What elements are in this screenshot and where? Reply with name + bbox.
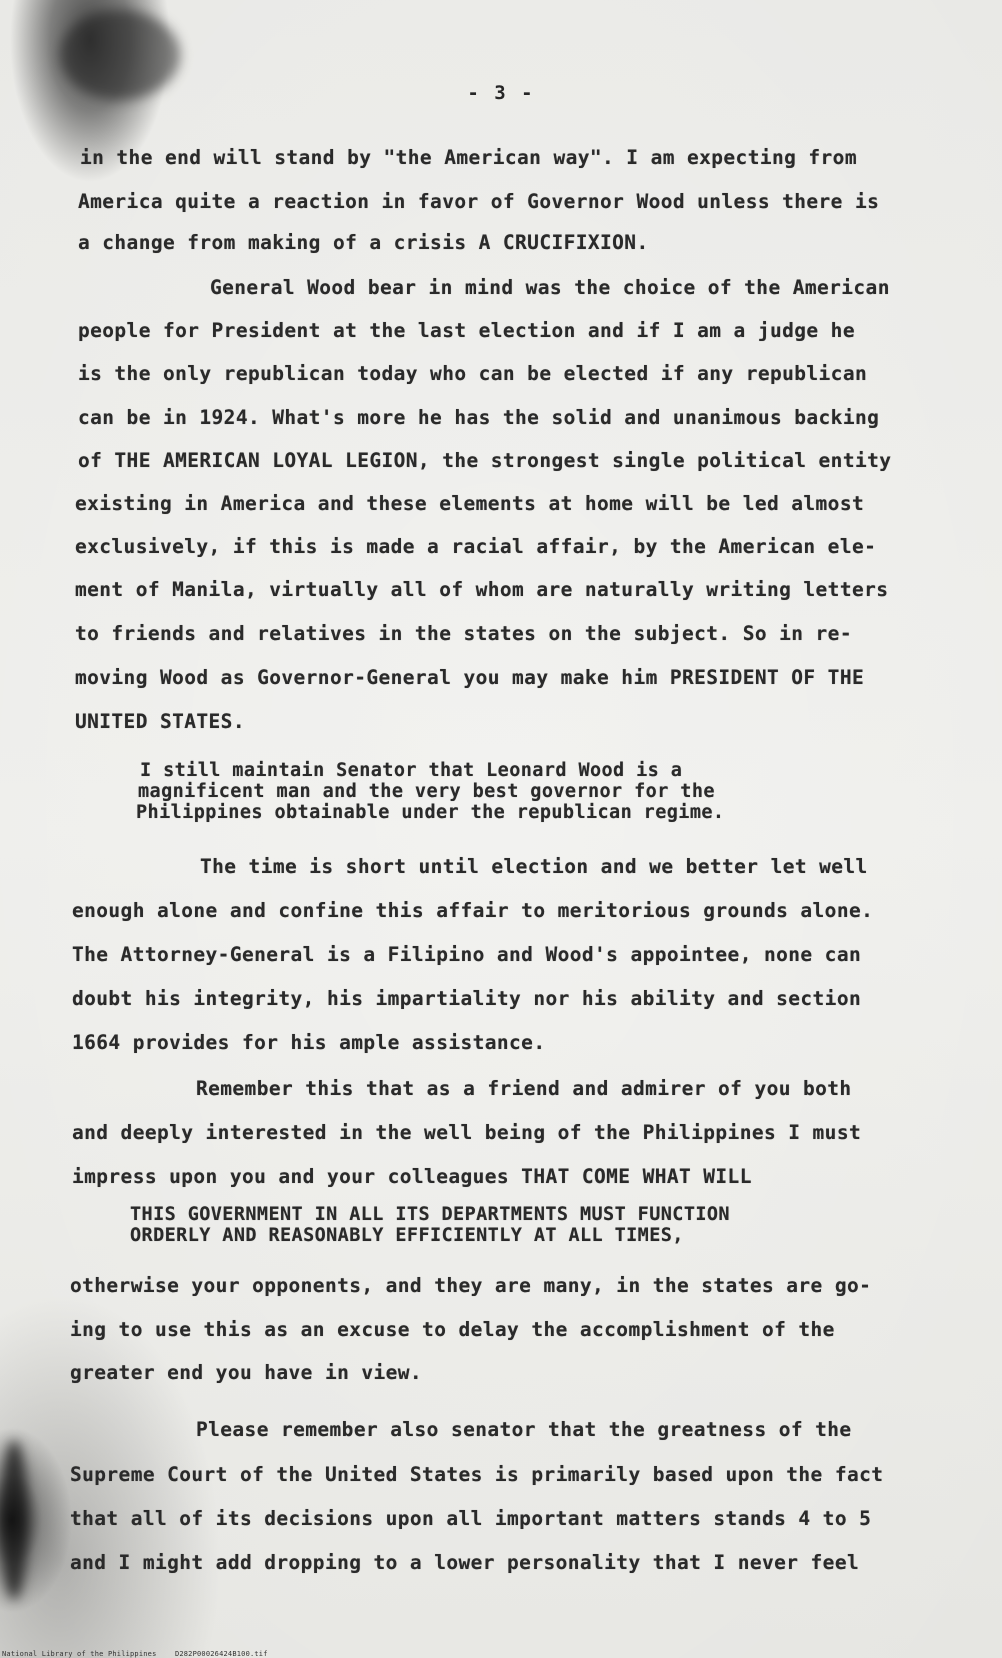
indented-line: ORDERLY AND REASONABLY EFFICIENTLY AT ALL TIMES, (130, 1225, 684, 1246)
text-line: moving Wood as Governor-General you may make him PRESIDENT OF THE (75, 666, 865, 689)
text-line: impress upon you and your colleagues THAT COME WHAT WILL (72, 1165, 752, 1188)
text-line: of THE AMERICAN LOYAL LEGION, the strongest single political entity (78, 449, 892, 472)
text-line: The time is short until election and we better let well (200, 855, 868, 878)
indented-line: THIS GOVERNMENT IN ALL ITS DEPARTMENTS MUST FUNCTION (130, 1204, 730, 1225)
text-line: to friends and relatives in the states on the subject. So in re- (75, 622, 852, 645)
text-line: and I might add dropping to a lower personality that I never feel (70, 1551, 860, 1574)
text-line: existing in America and these elements at home will be led almost (75, 492, 865, 515)
text-line: exclusively, if this is made a racial affair, by the American ele- (75, 535, 877, 558)
text-line: Remember this that as a friend and admirer of you both (196, 1077, 852, 1100)
text-line: America quite a reaction in favor of Governor Wood unless there is (78, 190, 880, 213)
text-line: General Wood bear in mind was the choice of the American (210, 276, 890, 299)
text-line: UNITED STATES. (75, 710, 245, 733)
edge-smudge (0, 1440, 28, 1600)
text-line: that all of its decisions upon all important matters stands 4 to 5 (70, 1507, 872, 1530)
footer-file: D282P00026424B100.tif (174, 1650, 268, 1658)
text-line: doubt his integrity, his impartiality nor his ability and section (72, 987, 862, 1010)
text-line: otherwise your opponents, and they are many, in the states are go- (70, 1274, 872, 1297)
indented-line: Philippines obtainable under the republican regime. (136, 802, 725, 823)
text-line: ing to use this as an excuse to delay the accomplishment of the (70, 1318, 835, 1341)
indented-line: magnificent man and the very best governor for the (138, 781, 715, 802)
text-line: a change from making of a crisis A CRUCIFIXION. (78, 231, 649, 254)
text-line: The Attorney-General is a Filipino and Wood's appointee, none can (72, 943, 862, 966)
footer-caption (2, 1650, 282, 1658)
page-number: - 3 - (467, 82, 535, 104)
footer-library: National Library of the Philippines (2, 1650, 157, 1658)
text-line: is the only republican today who can be elected if any republican (78, 362, 868, 385)
text-line: greater end you have in view. (70, 1361, 423, 1384)
text-line: enough alone and confine this affair to meritorious grounds alone. (72, 899, 874, 922)
text-line: Supreme Court of the United States is primarily based upon the fact (70, 1463, 884, 1486)
text-line: and deeply interested in the well being of the Philippines I must (72, 1121, 862, 1144)
text-line: in the end will stand by "the American way". I am expecting from (80, 146, 857, 169)
text-line: people for President at the last election and if I am a judge he (78, 319, 855, 342)
text-line: can be in 1924. What's more he has the solid and unanimous backing (78, 406, 880, 429)
text-line: ment of Manila, virtually all of whom are naturally writing letters (75, 578, 889, 601)
text-line: 1664 provides for his ample assistance. (72, 1031, 546, 1054)
text-line: Please remember also senator that the greatness of the (196, 1418, 852, 1441)
indented-line: I still maintain Senator that Leonard Wood is a (140, 760, 683, 781)
